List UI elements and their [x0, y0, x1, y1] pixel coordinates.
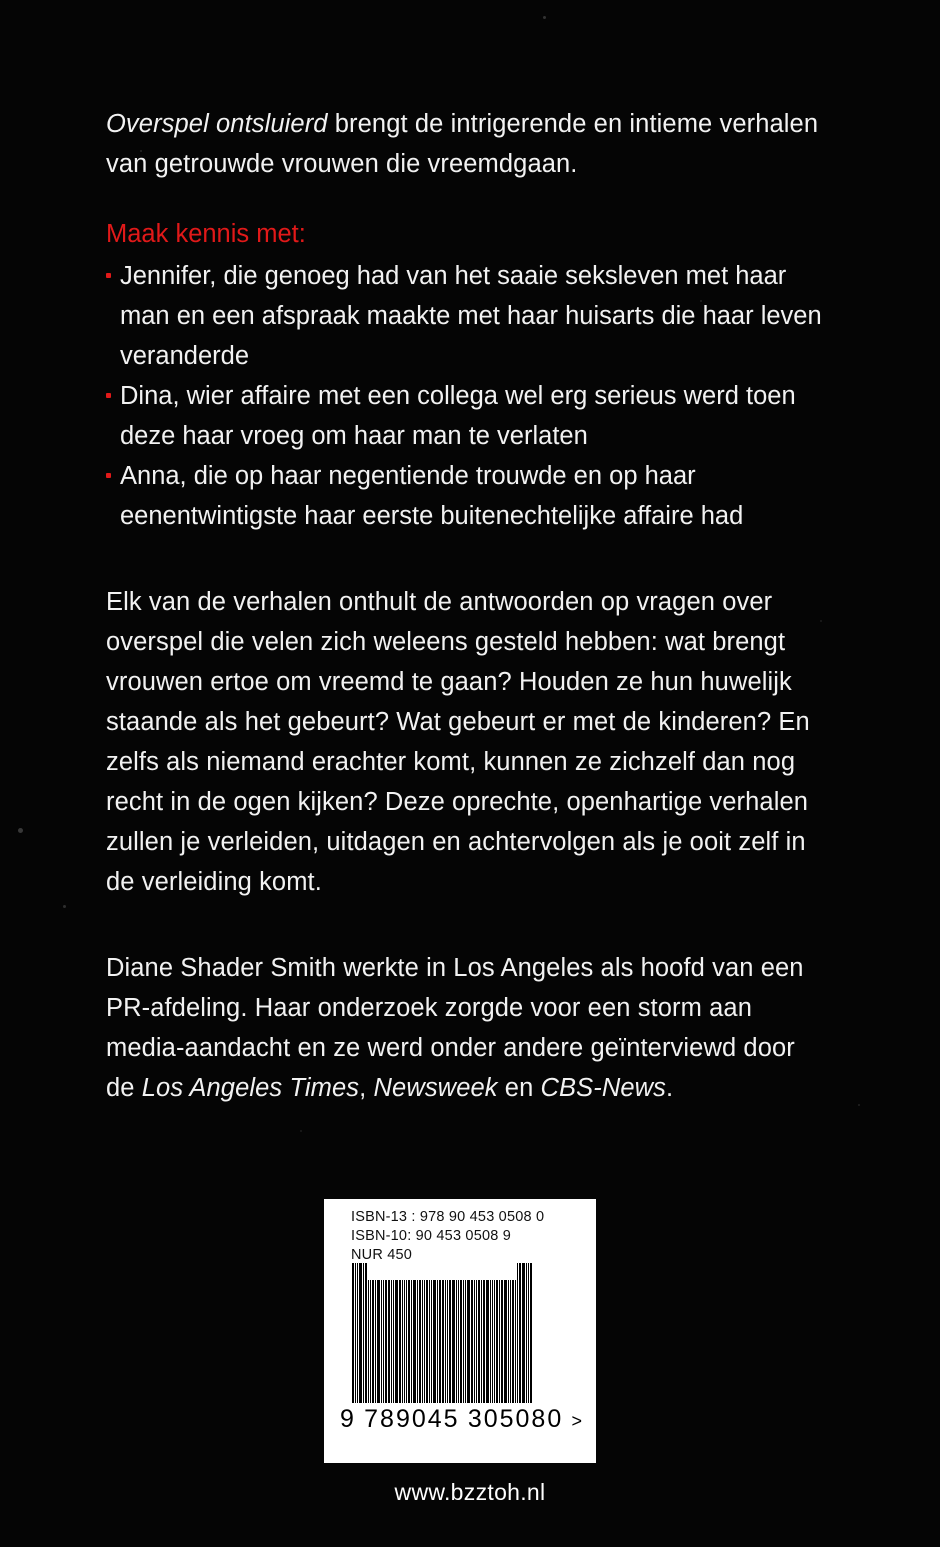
spacer — [106, 932, 826, 948]
barcode-bars — [352, 1263, 570, 1403]
nur-label: NUR 450 — [351, 1247, 413, 1263]
barcode-digit-group-3: 305080 — [467, 1405, 564, 1433]
list-item-label: Jennifer, die genoeg had van het saaie seksleven met haar man en een afspraak maakte met haar huisarts die haar leven veranderde — [120, 262, 822, 370]
body-paragraph: Elk van de verhalen onthult de antwoorden op vragen over overspel die velen zich weleens gesteld hebben: wat brengt vrouwen ertoe om vreemd te gaan? Houden ze hun huwelijk staande als het gebeurt? Wat gebeurt er met de kinderen? En zelfs als niemand erachter komt, kunnen ze zichzelf dan nog recht in de ogen kijken? Deze oprechte, openhartige verhalen zullen je verleiden, uitdagen en achtervolgen als je ooit zelf in de verleiding komt. — [106, 588, 810, 896]
grain-speck-icon — [858, 1104, 860, 1106]
list-heading: Maak kennis met: — [106, 220, 306, 248]
blurb-text-block — [106, 104, 826, 1108]
grain-speck-icon — [18, 828, 23, 833]
list-item-label: Dina, wier affaire met een collega wel erg serieus werd toen deze haar vroeg om haar man te verlaten — [120, 382, 796, 450]
bullet-dot-icon — [106, 393, 111, 398]
source-la-times: Los Angeles Times — [141, 1074, 360, 1102]
list-item — [106, 256, 826, 376]
source-newsweek: Newsweek — [373, 1074, 498, 1102]
grain-speck-icon — [63, 905, 66, 908]
barcode-trailing-symbol: > — [571, 1411, 584, 1431]
author-bio-sep1: , — [359, 1074, 374, 1102]
bullet-dot-icon — [106, 473, 111, 478]
author-bio-paragraph — [106, 948, 826, 1108]
author-bio-sep2: en — [497, 1074, 541, 1102]
bullet-dot-icon — [106, 273, 111, 278]
isbn13-label: ISBN-13 : 978 90 453 0508 0 — [351, 1209, 545, 1225]
grain-speck-icon — [543, 16, 546, 19]
intro-paragraph — [106, 104, 826, 184]
list-item — [106, 376, 826, 456]
author-bio-part1: Diane Shader Smith werkte in Los Angeles als hoofd van een PR-afdeling. Haar onderzoek zorgde voor een storm aan media-aandacht en ze werd onder andere geïnterviewd door de — [106, 954, 804, 1102]
intro-paragraph-rest: brengt de intrigerende en intieme verhalen van getrouwde vrouwen die vreemdgaan. — [106, 110, 819, 178]
barcode-block — [324, 1199, 596, 1463]
author-bio-end: . — [666, 1074, 674, 1102]
book-title-italic: Overspel ontsluierd — [106, 110, 328, 138]
spacer — [106, 566, 826, 582]
barcode-digit-group-2: 789045 — [364, 1405, 460, 1433]
list-item-label: Anna, die op haar negentiende trouwde en op haar eenentwintigste haar eerste buitenechtelijke affaire had — [120, 462, 744, 530]
list-item — [106, 456, 826, 536]
character-list — [106, 256, 826, 536]
isbn10-label: ISBN-10: 90 453 0508 9 — [351, 1228, 511, 1244]
source-cbs-news: CBS-News — [540, 1074, 667, 1102]
barcode-digit-group-1: 9 — [340, 1405, 356, 1433]
barcode-digits — [340, 1405, 584, 1434]
publisher-website: www.bzztoh.nl — [394, 1479, 546, 1505]
grain-speck-icon — [300, 1130, 302, 1132]
